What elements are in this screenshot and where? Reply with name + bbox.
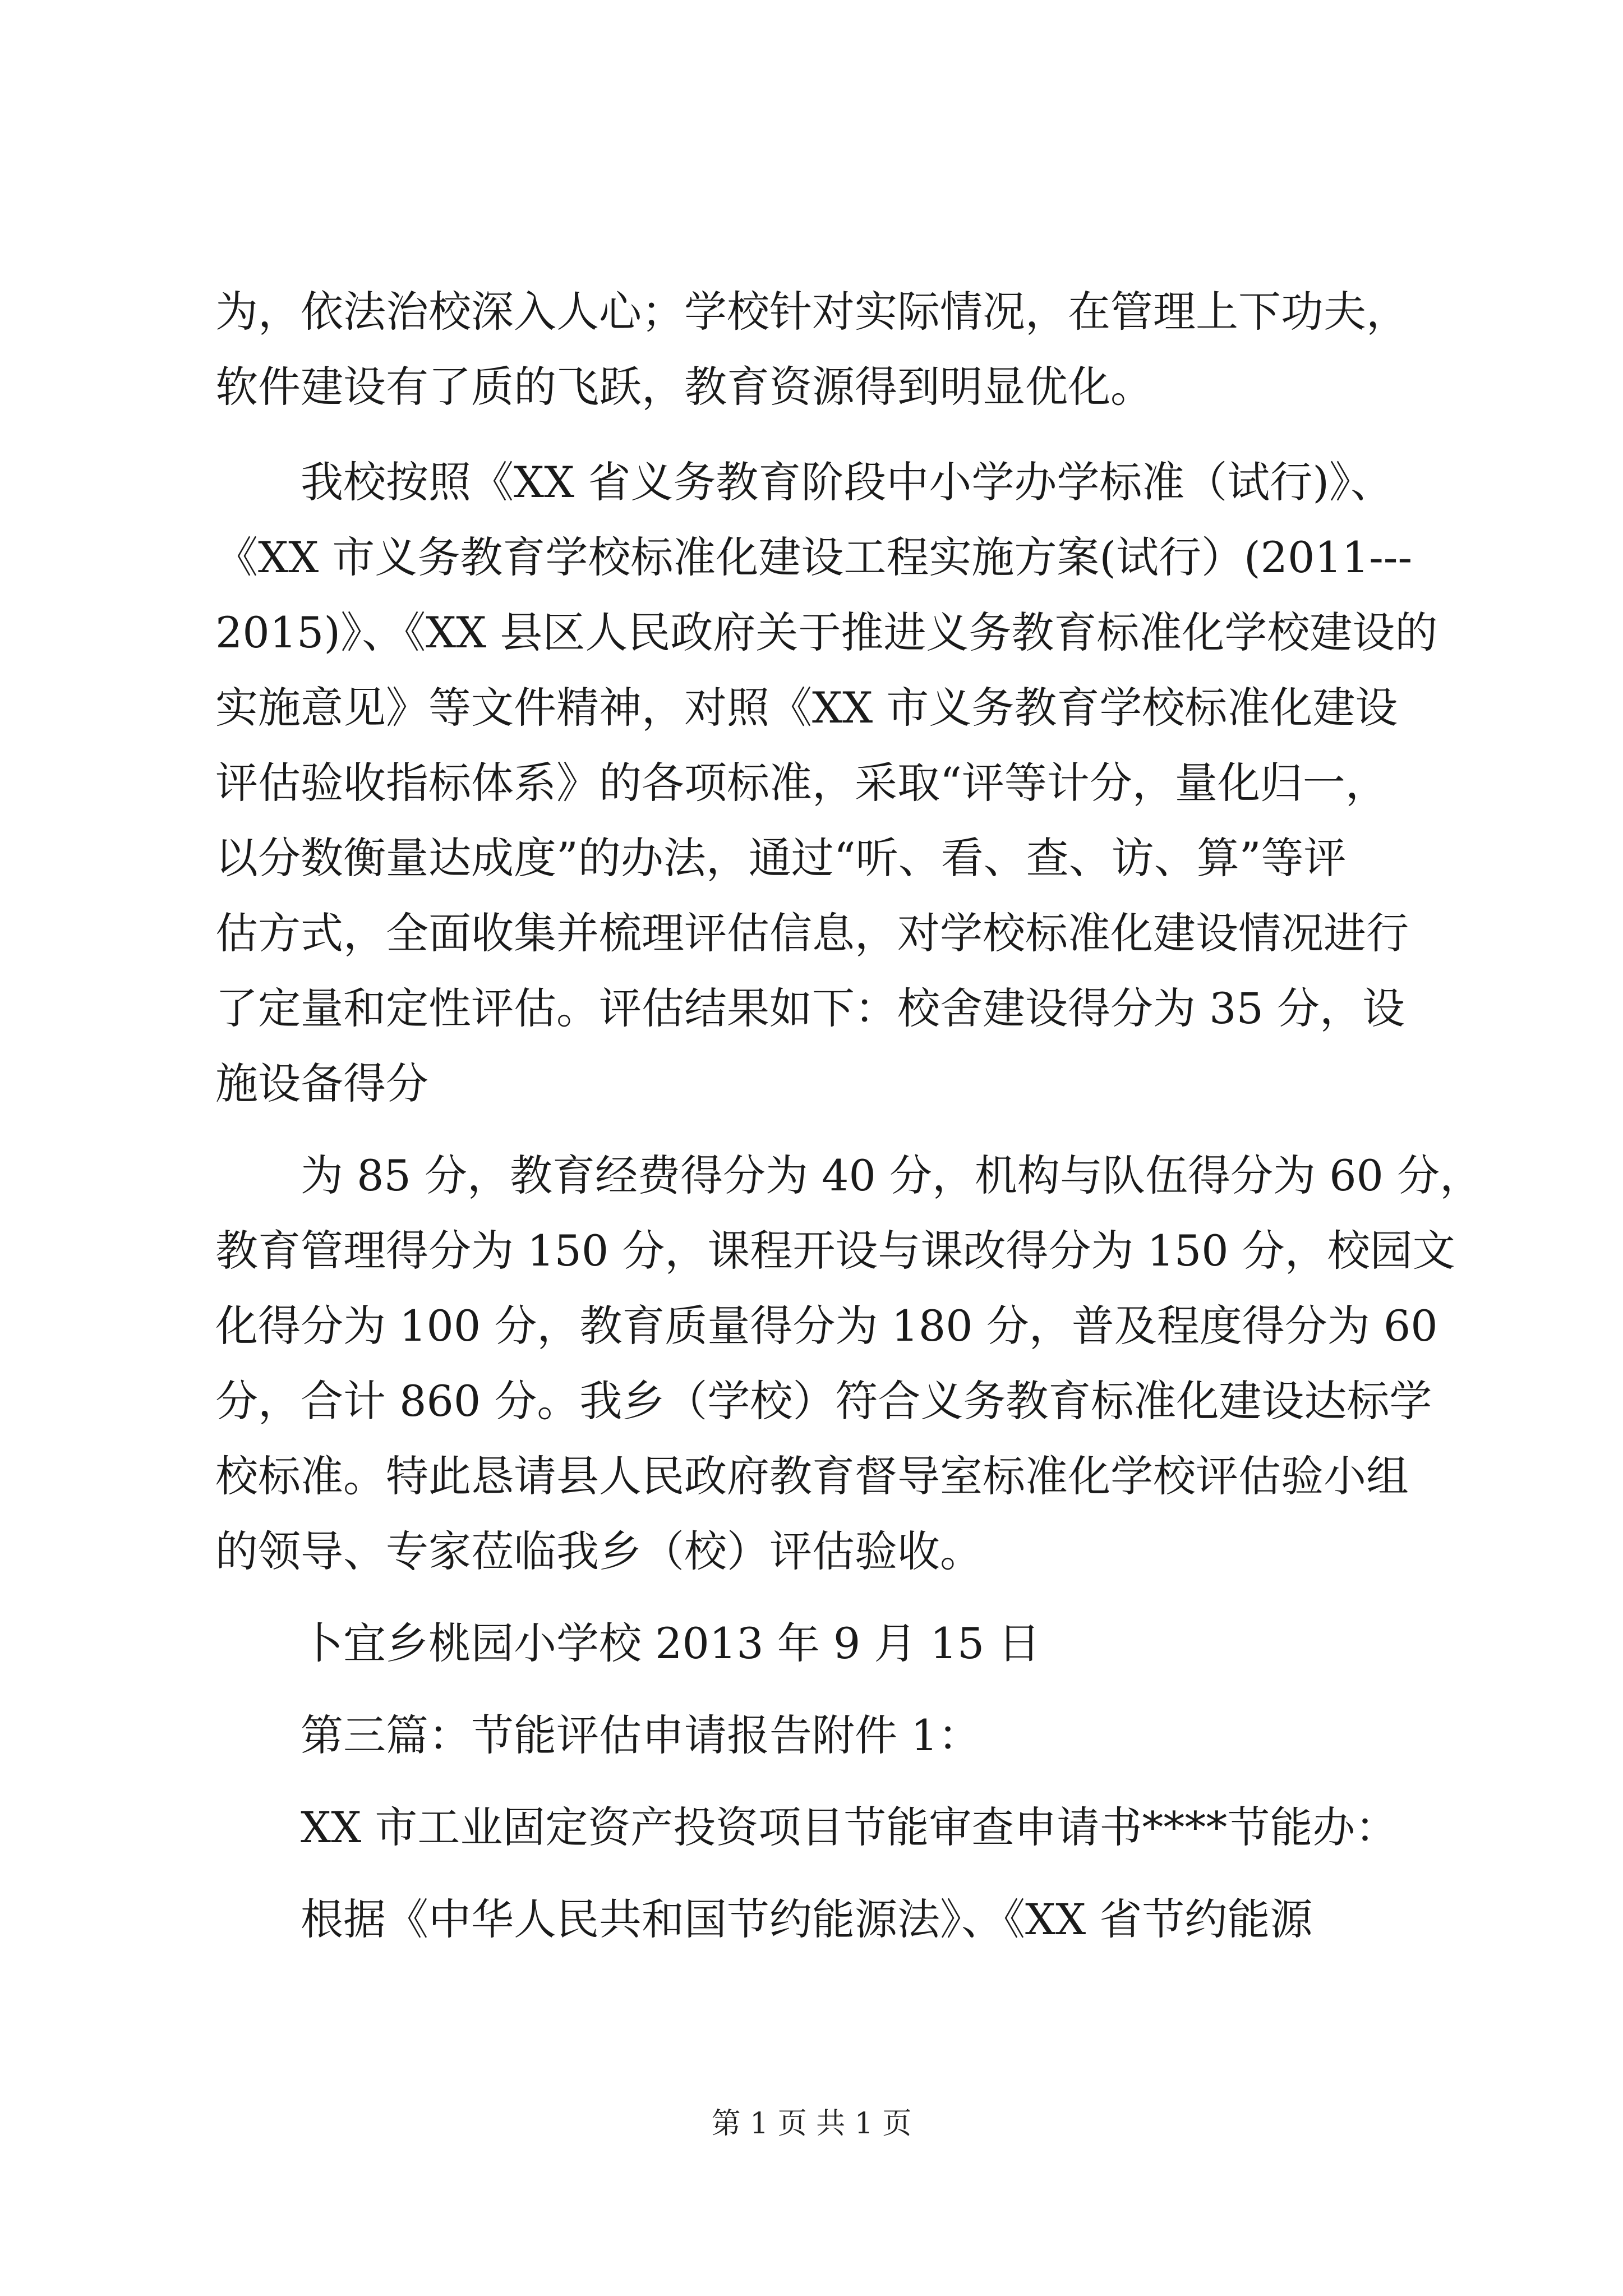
paragraph-line: 根据《中华人民共和国节约能源法》、《XX 省节约能源: [301, 1894, 1313, 1944]
paragraph-line: 为 85 分，教育经费得分为 40 分，机构与队伍得分为 60 分，: [301, 1151, 1483, 1200]
paragraph-line: 教育管理得分为 150 分，课程开设与课改得分为 150 分，校园文: [215, 1226, 1455, 1276]
paragraph-line: 了定量和定性评估。评估结果如下：校舍建设得分为 35 分，设: [215, 983, 1405, 1033]
paragraph-line: XX 市工业固定资产投资项目节能审查申请书****节能办：: [301, 1802, 1398, 1852]
paragraph-line: 为，依法治校深入人心；学校针对实际情况，在管理上下功夫，: [215, 287, 1409, 337]
paragraph-line: 软件建设有了质的飞跃，教育资源得到明显优化。: [215, 362, 1153, 412]
paragraph-line: 我校按照《XX 省义务教育阶段中小学办学标准（试行)》、: [301, 457, 1394, 507]
paragraph-line: 以分数衡量达成度”的办法，通过“听、看、查、访、算”等评: [215, 833, 1347, 883]
page-footer: 第 1 页 共 1 页: [711, 2107, 912, 2141]
paragraph-line: 估方式，全面收集并梳理评估信息，对学校标准化建设情况进行: [215, 908, 1409, 958]
paragraph-line: 校标准。特此恳请县人民政府教育督导室标准化学校评估验小组: [215, 1451, 1409, 1501]
paragraph-line: 2015)》、《XX 县区人民政府关于推进义务教育标准化学校建设的: [215, 608, 1438, 657]
paragraph-line: 的领导、专家莅临我乡（校）评估验收。: [215, 1526, 983, 1576]
paragraph-line: 施设备得分: [215, 1059, 428, 1108]
paragraph-line: 《XX 市义务教育学校标准化建设工程实施方案(试行）(2011---: [215, 532, 1413, 582]
paragraph-line: 分，合计 860 分。我乡（学校）符合义务教育标准化建设达标学: [215, 1376, 1432, 1426]
paragraph-line: 实施意见》等文件精神，对照《XX 市义务教育学校标准化建设: [215, 683, 1398, 733]
section-heading: 第三篇：节能评估申请报告附件 1：: [301, 1710, 981, 1760]
paragraph-line: 评估验收指标体系》的各项标准，采取“评等计分，量化归一，: [215, 758, 1388, 808]
signature-line: 卜宜乡桃园小学校 2013 年 9 月 15 日: [301, 1618, 1041, 1668]
paragraph-line: 化得分为 100 分，教育质量得分为 180 分，普及程度得分为 60: [215, 1301, 1438, 1351]
